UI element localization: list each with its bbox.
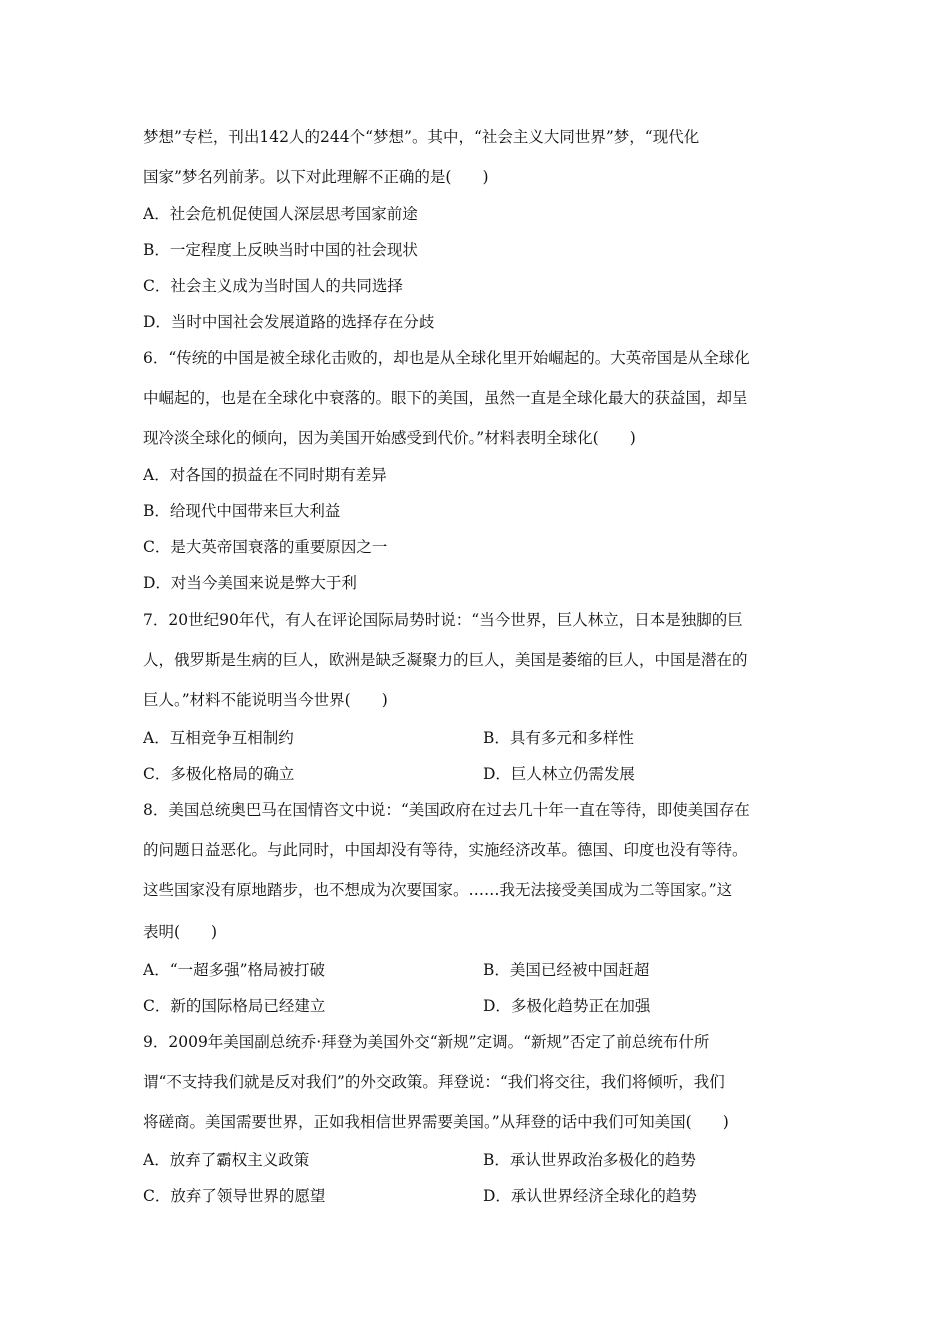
question-7-option-b: B．具有多元和多样性: [483, 729, 634, 747]
question-7-stem-line-2: 人，俄罗斯是生病的巨人，欧洲是缺乏凝聚力的巨人，美国是萎缩的巨人，中国是潜在的: [143, 651, 748, 669]
question-8-option-a: A．“一超多强”格局被打破: [143, 961, 326, 979]
question-9-option-a: A．放弃了霸权主义政策: [143, 1151, 310, 1169]
question-9-stem-line-3: 将磋商。美国需要世界，正如我相信世界需要美国。”从拜登的话中我们可知美国( ): [143, 1113, 729, 1131]
question-5-option-a: A．社会危机促使国人深层思考国家前途: [143, 205, 418, 223]
question-8-stem-line-4: 表明( ): [143, 923, 218, 941]
question-6-stem-line-2: 中崛起的，也是在全球化中衰落的。眼下的美国，虽然一直是全球化最大的获益国，却呈: [143, 389, 748, 407]
question-8-stem-line-3: 这些国家没有原地踏步，也不想成为次要国家。……我无法接受美国成为二等国家。”这: [143, 881, 733, 899]
question-7-option-d: D．巨人林立仍需发展: [483, 765, 635, 783]
question-9-option-d: D．承认世界经济全球化的趋势: [483, 1187, 697, 1205]
question-8-option-d: D．多极化趋势正在加强: [483, 997, 651, 1015]
question-8-stem-line-1: 8．美国总统奥巴马在国情咨文中说：“美国政府在过去几十年一直在等待，即使美国存在: [143, 801, 750, 819]
question-8-stem-line-2: 的问题日益恶化。与此同时，中国却没有等待，实施经济改革。德国、印度也没有等待。: [143, 841, 748, 859]
question-8-option-b: B．美国已经被中国赶超: [483, 961, 650, 979]
question-5-option-b: B．一定程度上反映当时中国的社会现状: [143, 241, 418, 259]
question-7-stem-line-3: 巨人。”材料不能说明当今世界( ): [143, 691, 388, 709]
question-6-stem-line-3: 现冷淡全球化的倾向，因为美国开始感受到代价。”材料表明全球化( ): [143, 429, 636, 447]
question-5-stem-line-2: 国家”梦名列前茅。以下对此理解不正确的是( ): [143, 168, 489, 186]
question-6-option-c: C．是大英帝国衰落的重要原因之一: [143, 538, 388, 556]
question-8-option-c: C．新的国际格局已经建立: [143, 997, 326, 1015]
question-6-stem-line-1: 6．“传统的中国是被全球化击败的，却也是从全球化里开始崛起的。大英帝国是从全球化: [143, 349, 750, 367]
question-6-option-a: A．对各国的损益在不同时期有差异: [143, 466, 387, 484]
question-7-stem-line-1: 7．20世纪90年代，有人在评论国际局势时说：“当今世界，巨人林立，日本是独脚的巨: [143, 611, 743, 629]
question-6-option-d: D．对当今美国来说是弊大于利: [143, 574, 357, 592]
question-9-option-b: B．承认世界政治多极化的趋势: [483, 1151, 696, 1169]
question-5-stem-line-1: 梦想”专栏，刊出142人的244个“梦想”。其中，“社会主义大同世界”梦，“现代化: [143, 128, 700, 146]
question-5-option-d: D．当时中国社会发展道路的选择存在分歧: [143, 313, 435, 331]
question-9-stem-line-2: 谓“不支持我们就是反对我们”的外交政策。拜登说：“我们将交往，我们将倾听，我们: [143, 1073, 725, 1091]
question-9-stem-line-1: 9．2009年美国副总统乔·拜登为美国外交“新规”定调。“新规”否定了前总统布什所: [143, 1033, 710, 1051]
question-6-option-b: B．给现代中国带来巨大利益: [143, 502, 341, 520]
question-7-option-a: A．互相竞争互相制约: [143, 729, 294, 747]
question-9-option-c: C．放弃了领导世界的愿望: [143, 1187, 326, 1205]
question-7-option-c: C．多极化格局的确立: [143, 765, 295, 783]
question-5-option-c: C．社会主义成为当时国人的共同选择: [143, 277, 403, 295]
